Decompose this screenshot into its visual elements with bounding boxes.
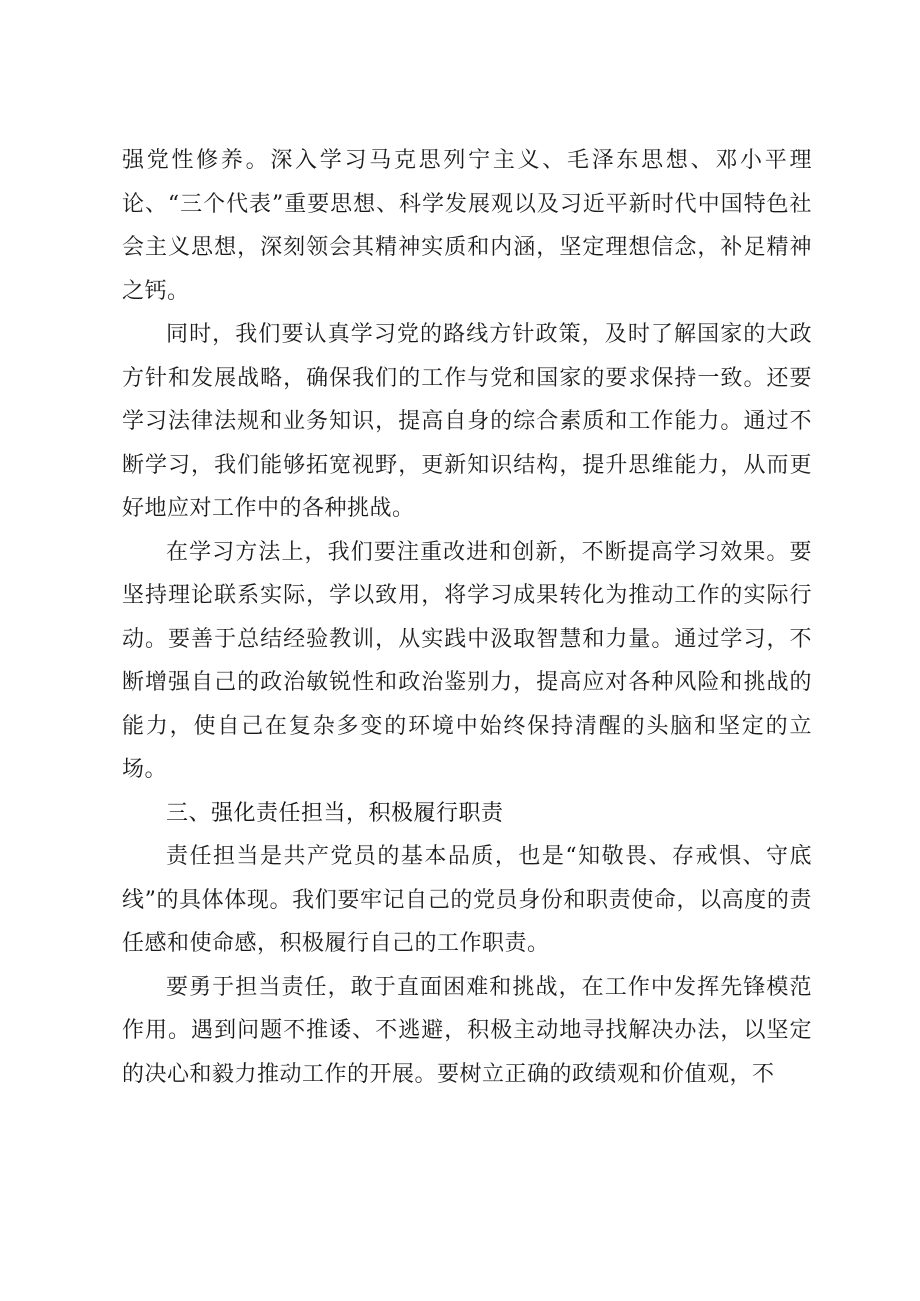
section-heading-responsibility: 三、强化责任担当，积极履行职责 bbox=[166, 800, 504, 826]
paragraph-study-policies: 同时，我们要认真学习党的路线方针政策，及时了解国家的大政方针和发展战略，确保我们的工作与党和国家的要求保持一致。还要学习法律法规和业务知识，提高自身的综合素质和工作能力。通过不断学习，我们能够拓宽视野，更新知识结构，提升思维能力，从而更好地应对工作中的各种挑战。 bbox=[122, 322, 812, 521]
paragraph-party-spirit-continued: 强党性修养。深入学习马克思列宁主义、毛泽东思想、邓小平理论、“三个代表”重要思想、科学发展观以及习近平新时代中国特色社会主义思想，深刻领会其精神实质和内涵，坚定理想信念，补足精神之钙。 bbox=[122, 148, 812, 304]
document-body bbox=[122, 139, 812, 1096]
paragraph-take-responsibility: 要勇于担当责任，敢于直面困难和挑战，在工作中发挥先锋模范作用。遇到问题不推诿、不逃避，积极主动地寻找解决办法，以坚定的决心和毅力推动工作的开展。要树立正确的政绩观和价值观，不 bbox=[122, 974, 812, 1087]
paragraph-responsibility-quality: 责任担当是共产党员的基本品质，也是“知敬畏、存戒惧、守底线”的具体体现。我们要牢记自己的党员身份和职责使命，以高度的责任感和使命感，积极履行自己的工作职责。 bbox=[122, 844, 812, 956]
paragraph-study-methods: 在学习方法上，我们要注重改进和创新，不断提高学习效果。要坚持理论联系实际，学以致用，将学习成果转化为推动工作的实际行动。要善于总结经验教训，从实践中汲取智慧和力量。通过学习，不断增强自己的政治敏锐性和政治鉴别力，提高应对各种风险和挑战的能力，使自己在复杂多变的环境中始终保持清醒的头脑和坚定的立场。 bbox=[122, 539, 812, 782]
